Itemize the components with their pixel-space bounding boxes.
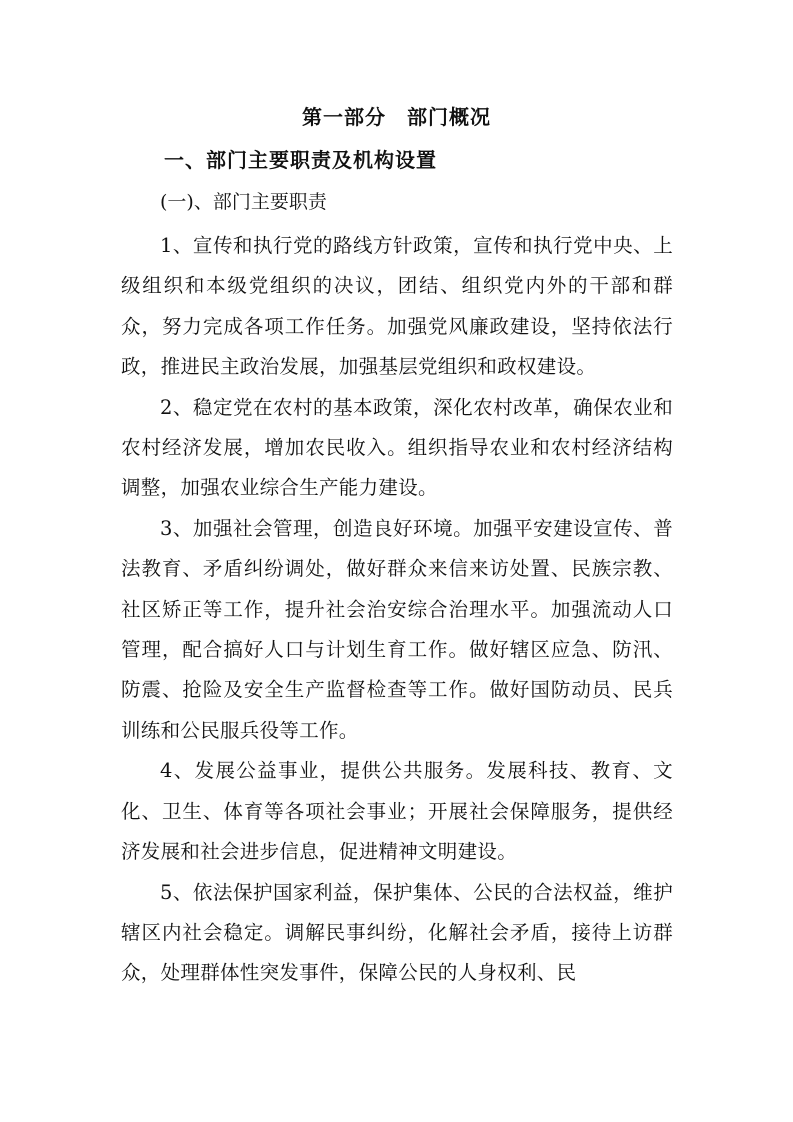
- paragraph-4: 4、发展公益事业，提供公共服务。发展科技、教育、文化、卫生、体育等各项社会事业；开展社会保障服务，提供经济发展和社会进步信息，促进精神文明建设。: [121, 759, 673, 864]
- paragraph-3: 3、加强社会管理，创造良好环境。加强平安建设宣传、普法教育、矛盾纠纷调处，做好群众来信来访处置、民族宗教、社区矫正等工作，提升社会治安综合治理水平。加强流动人口管理，配合搞好人口与计划生育工作。做好辖区应急、防汛、防震、抢险及安全生产监督检查等工作。做好国防动员、民兵训练和公民服兵役等工作。: [121, 516, 673, 742]
- document-body: [121, 226, 673, 994]
- section-heading: 一、部门主要职责及机构设置: [164, 148, 437, 172]
- subsection-heading: (一)、部门主要职责: [160, 191, 327, 213]
- paragraph-2: 2、稳定党在农村的基本政策，深化农村改革，确保农业和农村经济发展，增加农民收入。组织指导农业和农村经济结构调整，加强农业综合生产能力建设。: [121, 395, 673, 500]
- part-title: 第一部分 部门概况: [302, 105, 491, 129]
- paragraph-1: 1、宣传和执行党的路线方针政策，宣传和执行党中央、上级组织和本级党组织的决议，团结、组织党内外的干部和群众，努力完成各项工作任务。加强党风廉政建设，坚持依法行政，推进民主政治发展，加强基层党组织和政权建设。: [121, 234, 673, 379]
- paragraph-5: 5、依法保护国家利益，保护集体、公民的合法权益，维护辖区内社会稳定。调解民事纠纷，化解社会矛盾，接待上访群众，处理群体性突发事件，保障公民的人身权利、民: [121, 880, 673, 985]
